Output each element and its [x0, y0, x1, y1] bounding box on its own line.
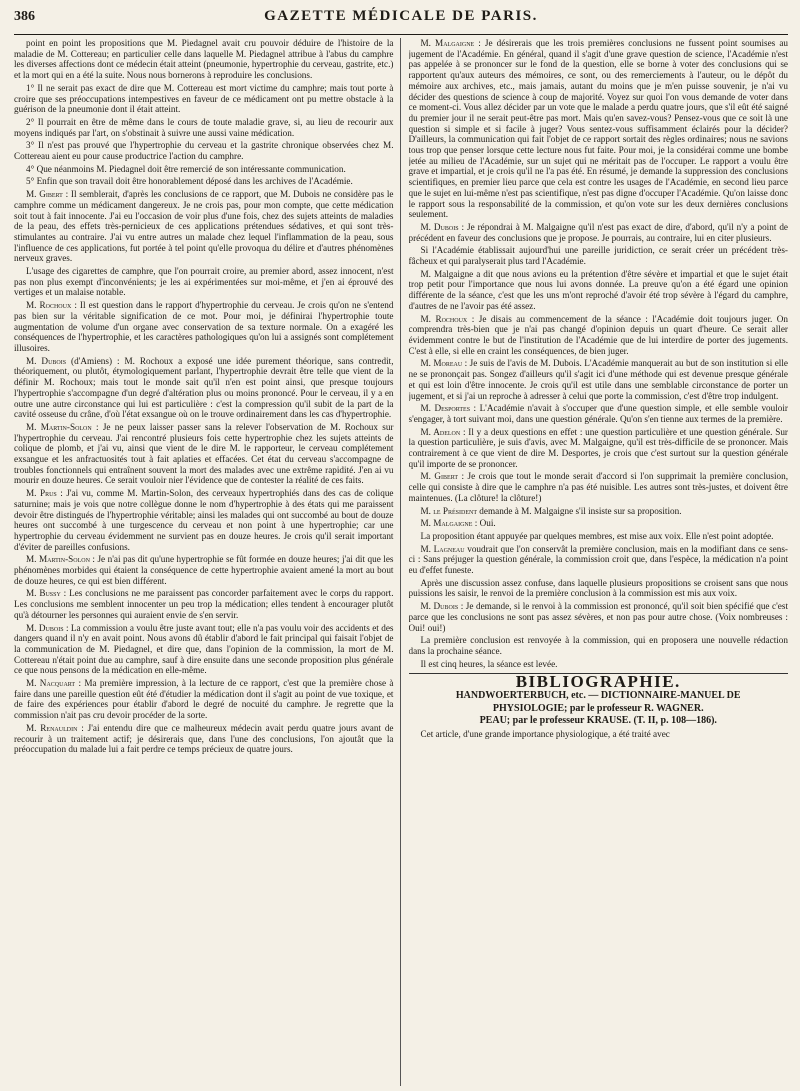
page-header	[14, 8, 788, 34]
journal-title: GAZETTE MÉDICALE DE PARIS.	[264, 8, 538, 24]
paragraph-text: : J'ai entendu dire que ce malheureux médecin avait perdu quatre jours avant de recourir à un traitement actif; je désirerais que, dans l'une des conclusions, l'on ajoutât que la préoccupation du malade lui a fait perdre ce temps précieux de quatre jours.	[14, 722, 394, 755]
speaker-name: M. Malgaigne	[420, 38, 475, 48]
speaker-name: M. Adelon	[420, 426, 461, 437]
paragraph	[14, 38, 394, 81]
speaker-name: M. Rochoux	[26, 300, 72, 311]
paragraph	[14, 300, 394, 354]
paragraph-text: : Je ne peux laisser passer sans la relever l'observation de M. Rochoux sur l'hypertrophie du cerveau. J'ai rencontré plusieurs fois cette hypertrophie chez les sujets atteints de colique de plomb, et j'ai vu, ainsi que vient de le dire M. le rapporteur, le cerveau complétement exsangue et les anfractuosités tout à fait aplaties et effacées. Cet état du cerveau s'accompagne de troubles fonctionnels qui entraînent souvent la mort des malades avec une extrême rapidité. J'en ai vu mourir en douze heures. Ce serait vouloir nier l'évidence que de contester la réalité de ces faits.	[14, 421, 394, 486]
speaker-name: M. Prus	[26, 488, 57, 499]
speaker-name: M. le Président	[420, 505, 477, 516]
speaker-name: M. Lagneau	[420, 543, 465, 554]
paragraph	[409, 269, 789, 312]
paragraph-text: : Les conclusions ne me paraissent pas concorder parfaitement avec le corps du rapport. Les conclusions me semblent innocenter un peu trop la médication; elles tendent à encourager plutôt qu'à détourner les personnes qui auraient envie de s'en servir.	[14, 588, 394, 620]
paragraph	[14, 140, 394, 161]
paragraph-text: : Je crois que tout le monde serait d'accord si l'on supprimait la première conclusion, celle qui consiste à dire que le camphre n'a pas été nuisible. Les autres sont très-justes, et doivent être maintenues. (La clôture! la clôture!)	[408, 471, 788, 503]
speaker-name: M. Moreau	[420, 358, 463, 369]
paragraph-text: voudrait que l'on conservât la première conclusion, mais en la modifiant dans ce sens-ci : Sans préjuger la question générale, la commission croit que, dans l'espèce, la médication n'a point eu d'effet funeste.	[408, 543, 788, 576]
paragraph	[14, 117, 394, 138]
paragraph	[14, 678, 394, 721]
paragraph	[14, 554, 394, 586]
paragraph	[14, 588, 394, 620]
paragraph	[409, 578, 789, 599]
speaker-name: M. Dubois	[26, 355, 67, 366]
bibliography-subtitle: PEAU; par le professeur KRAUSE. (T. II, p. 108—186).	[479, 715, 717, 727]
paragraph-text: (d'Amiens) : M. Rochoux a exposé une idée purement théorique, sans contredit, théoriquement, ou plutôt, étymologiquement parlant, l'hypertrophie devrait être telle que vient de la définir M. Rochoux; mais tout le monde sait qu'il n'en est point ainsi, que presque toujours l'hypertrophie s'accompagne d'un degré d'altération plus ou moins prononcé. Pour le cerveau, il y a en outre une autre circonstance qui lui est particulière : c'est la compression qu'il subit de la part de la cavité osseuse du crâne, d'où l'état exsangue où on le trouve ordinairement dans les cas d'hypertrophie.	[14, 355, 394, 420]
paragraph-text: 4° Que néanmoins M. Piedagnel doit être remercié de son intéressante communication.	[26, 163, 346, 174]
text-columns	[14, 38, 788, 1086]
paragraph	[409, 471, 789, 503]
paragraph-text: Si l'Académie établissait aujourd'hui une pareille juridiction, ce serait créer un précédent très-fâcheux et qui paralyserait plus tard l'Académie.	[408, 245, 788, 267]
paragraph	[409, 544, 789, 576]
page-number: 386	[14, 9, 35, 24]
paragraph	[409, 506, 789, 517]
paragraph-text: : Il y a deux questions en effet : une question particulière et une question générale. Sur la question particulière, je suis d'avis, avec M. Malgaigne, qu'il est très-difficile de se prononcer. Mais contrairement à ce que vient de dire M. Desportes, je crois que c'est surtout sur la question générale qu'il importe de se prononcer.	[408, 426, 788, 469]
speaker-name: M. Dubois	[420, 601, 459, 612]
paragraph-text: 2° Il pourrait en être de même dans le cours de toute maladie grave, si, au lieu de recourir aux moyens indiqués par l'art, on s'obstinait à suivre une aussi vaine médication.	[14, 116, 394, 138]
speaker-name: M. Desportes	[420, 403, 471, 414]
speaker-name: M. Gibert	[420, 471, 459, 482]
paragraph-text: : Il est question dans le rapport d'hypertrophie du cerveau. Je crois qu'on ne s'entend pas bien sur la véritable signification de ce mot. Pour moi, je définirai l'hypertrophie toute augmentation de volume d'un organe avec conservation de sa texture normale. On a exagéré les conséquences de l'hypertrophie, et les caractères pathologiques qu'on lui a assignés sont complétement illusoires.	[14, 300, 394, 353]
paragraph-text: point en point les propositions que M. Piedagnel avait cru pouvoir déduire de l'histoire de la maladie de M. Cottereau; en particulier celle dans laquelle M. Piedagnel attribue à l'abus du camphre les diverses affections dont ce médecin était atteint (pneumonie, hypertrophie du cerveau, gastrite, etc.) et la mort qui en a été la suite. Nous nous bornerons à reproduire les conclusions.	[14, 38, 394, 81]
paragraph-text: M. Malgaigne a dit que nous avions eu la prétention d'être sévère et impartial et que le sujet était trop petit pour l'importance que nous lui avons donnée. La preuve qu'on a été égard une opinion différente de la séance, c'est que les uns m'ont reproché d'avoir été trop sévère à l'égard du camphre, d'autres de ne l'avoir pas été assez.	[408, 268, 788, 311]
paragraph	[14, 623, 394, 677]
speaker-name: M. Dubois	[26, 622, 64, 633]
paragraph-text: : La commission a voulu être juste avant tout; elle n'a pas voulu voir des accidents et des dangers quand il n'y en avait point. Nous avons dû établir d'abord le fait principal qui faisait l'objet de la communication de M. Piedagnel, et dire que, dans l'opinion de la commission, la mort de M. Cottereau n'était point due au camphre, sauf à dire ensuite dans une seconde proposition plus générale ce que nous pensons de la médication en elle-même.	[14, 622, 394, 676]
paragraph	[409, 314, 789, 357]
paragraph	[14, 176, 394, 187]
speaker-name: M. Nacquart	[26, 678, 76, 689]
paragraph-text: 3° Il n'est pas prouvé que l'hypertrophie du cerveau et la gastrite chronique observées chez M. Cottereau aient eu pour cause productrice l'action du camphre.	[14, 140, 394, 162]
bibliography-reference-line-2: PHYSIOLOGIE; par le professeur R. WAGNER.	[492, 702, 704, 714]
right-column	[409, 38, 789, 1086]
paragraph	[409, 427, 789, 470]
left-column	[14, 38, 401, 1086]
paragraph-text: L'usage des cigarettes de camphre, que l'on pourrait croire, au premier abord, assez innocent, n'est pas non plus exempt d'inconvénients; je les ai expérimentées sur moi-même, et j'en ai éprouvé des vertiges et un malaise notable.	[14, 266, 394, 298]
paragraph-text: : Il semblerait, d'après les conclusions de ce rapport, que M. Dubois ne considère pas le camphre comme un médicament dangereux. Je ne crois pas, pour mon compte, que cette médication soit tout à fait innocente. J'ai eu l'occasion de voir plus d'une fois, chez des sujets atteints de maladies de la peau, des effets très-pernicieux de ces applications prétendues sédatives, et qui sont très-stimulantes au contraire. J'ai vu entre autres un malade chez lequel l'inflammation de la peau, sous l'influence de ces applications, fut portée à tel point qu'elle provoqua du délire et d'autres phénomènes nerveux graves.	[14, 189, 394, 264]
speaker-name: M. Bussy	[26, 588, 61, 599]
speaker-name: M. Renauldin	[26, 722, 78, 733]
paragraph-text: : Je répondrai à M. Malgaigne qu'il n'est pas exact de dire, d'abord, qu'il n'y a point de précédent en faveur des conclusions que je propose. Je pourrais, au contraire, lui en citer plusieurs.	[408, 221, 788, 243]
paragraph	[14, 189, 394, 264]
speaker-name: M. Martin-Solon	[26, 421, 92, 432]
paragraph-text: : Je désirerais que les trois premières conclusions ne fussent point soumises au jugement de l'Académie. En général, quand il s'agit d'une grave question de science, l'Académie n'est pas appelée à se prononcer sur le fond de la question, elle se borne à voter des conclusions qui se rapportent qu'aux auteurs des mémoires, ce sont, ou des remerciements à l'auteur, ou le dépôt du mémoire aux archives, etc., mais jamais, autant du moins que je m'en puisse souvenir, je n'ai vu décider des questions de science à coup de majorité. Voyez sur quoi l'on vous demande de voter dans ce moment-ci. Vous allez décider par un vote que le malade a perdu quatre jours, que s'il eût été saigné du premier jour il ne serait peut-être pas mort. Mais qu'en savez-vous? Pensez-vous que ce soit là une question si simple et si facile à juger? Vous sentez-vous suffisamment éclairés pour la décider? D'ailleurs, la communication qui fait l'objet de ce rapport sortait des règles ordinaires; nous ne savions tous trop que penser lorsque cette lecture nous fut faite. Pour moi, je la considérai comme une bombe jetée au milieu de l'Académie, sur un sujet qui ne méritait pas de l'occuper. Le rapport a voulu être grave et impartial, et je crois qu'il ne l'a pas été. En résumé, je demande la suppression des conclusions scientifiques, en premier lieu parce que cela est contre les usages de l'Académie, en second lieu parce que le sujet en lui-même n'est pas scientifique, n'est pas digne d'occuper l'Académie. Qu'on laisse donc le rapport sous la responsabilité de la commission, et qu'on vote sur les deux dernières conclusions seulement.	[408, 38, 788, 220]
paragraph-text: : Ma première impression, à la lecture de ce rapport, c'est que la première chose à faire dans une pareille question eût été d'étudier la médication dont il s'agit au point de vue toxique, et de faire des expériences pour établir d'abord le degré de nocuité du camphre. Je regrette que la commission n'ait pas cru devoir procéder de la sorte.	[14, 678, 394, 721]
speaker-name: M. Dubois	[420, 221, 459, 232]
paragraph-text: 1° Il ne serait pas exact de dire que M. Cottereau est mort victime du camphre; mais tout porte à croire que ses préoccupations intempestives en faveur de ce médicament ont pu mettre obstacle à la guérison de la pneumonie dont il était atteint.	[14, 82, 394, 115]
paragraph	[409, 531, 789, 542]
paragraph	[409, 659, 789, 670]
speaker-name: M. Gibert	[26, 189, 63, 200]
paragraph	[409, 601, 789, 633]
bibliography-reference-line-1: HANDWOERTERBUCH, etc. — DICTIONNAIRE-MANUEL DE	[455, 690, 741, 702]
paragraph	[14, 723, 394, 755]
paragraph	[14, 488, 394, 552]
bibliography-text: Cet article, d'une grande importance physiologique, a été traité avec	[420, 729, 670, 740]
paragraph-text: : Je disais au commencement de la séance : l'Académie doit toujours juger. On comprendra très-bien que je n'ai pas changé d'opinion depuis un quart d'heure. Ce serait aller évidemment contre le but de l'institution de l'Académie que de lui interdire de porter des jugements. C'est à elle, si elle en craint les conséquences, de bien juger.	[408, 313, 788, 356]
paragraph-text: : J'ai vu, comme M. Martin-Solon, des cerveaux hypertrophiés dans des cas de colique saturnine; mais je vois que notre collègue donne le nom d'hypertrophie à des états qui me paraissent devoir être distingués de l'hypertrophie véritable; ainsi les malades qui ont succombé au bout de douze heures ont succombé à une turgescence du cerveau et non point à une hypertrophie; car une hypertrophie du cerveau évidemment ne survient pas en douze heures. Je crois qu'il serait important d'éviter de pareilles confusions.	[14, 488, 394, 552]
bibliography-heading: BIBLIOGRAPHIE.	[515, 672, 681, 692]
paragraph	[409, 518, 789, 529]
paragraph	[409, 245, 789, 266]
right-column-text	[409, 38, 789, 669]
speaker-name: M. Martin-Solon	[26, 554, 90, 565]
paragraph-text: Il est cinq heures, la séance est levée.	[420, 658, 558, 669]
paragraph-text: : Je n'ai pas dit qu'une hypertrophie se fût formée en douze heures; j'ai dit que les phénomènes morbides qui étaient la conséquence de cette hypertrophie avaient amené la mort au bout de douze heures, ce qui est bien différent.	[14, 554, 394, 586]
header-rule	[14, 34, 788, 35]
paragraph-text: : L'Académie n'avait à s'occuper que d'une question simple, et elle semble vouloir s'engager, à tort suivant moi, dans une question générale. Qu'on s'en tienne aux termes de la première.	[408, 403, 788, 424]
paragraph-text: demande à M. Malgaigne s'il insiste sur sa proposition.	[477, 505, 682, 516]
paragraph	[409, 358, 789, 401]
paragraph-text: La proposition étant appuyée par quelques membres, est mise aux voix. Elle n'est point adoptée.	[420, 530, 774, 541]
paragraph	[14, 164, 394, 175]
paragraph-text: : Je demande, si le renvoi à la commission est prononcé, qu'il soit bien spécifié que c'est parce que les conclusions ne sont pas assez sévères, et non pas pour autre chose. (Voix nombreuses : Oui! oui!)	[408, 601, 788, 633]
paragraph	[409, 222, 789, 243]
paragraph-text: : Oui.	[472, 518, 496, 529]
paragraph	[14, 356, 394, 420]
paragraph-text: Après une discussion assez confuse, dans laquelle plusieurs propositions se croisent sans que nous puissions les saisir, le renvoi de la première conclusion à la commission est mis aux voix.	[408, 577, 788, 599]
paragraph	[14, 422, 394, 486]
paragraph	[409, 38, 789, 220]
paragraph-text: : Je suis de l'avis de M. Dubois. L'Académie manquerait au but de son institution si elle ne se prononçait pas. Songez d'ailleurs qu'il s'agit ici d'une méthode qui est devenue presque générale et qui est loin d'être innocente. Je crois qu'il est utile dans une semblable circonstance de porter un jugement, et si j'ai un reproche à adresser à celui que porte la commission, c'est d'être trop indulgent.	[408, 358, 788, 401]
paragraph-text: 5° Enfin que son travail doit être honorablement déposé dans les archives de l'Académie.	[26, 176, 353, 187]
paragraph	[14, 83, 394, 115]
paragraph	[409, 403, 789, 424]
paragraph	[14, 266, 394, 298]
paragraph-text: La première conclusion est renvoyée à la commission, qui en proposera une nouvelle rédaction dans la prochaine séance.	[408, 635, 788, 656]
speaker-name: M. Malgaigne	[420, 518, 473, 529]
speaker-name: M. Rochoux	[420, 313, 468, 324]
paragraph	[409, 635, 789, 656]
